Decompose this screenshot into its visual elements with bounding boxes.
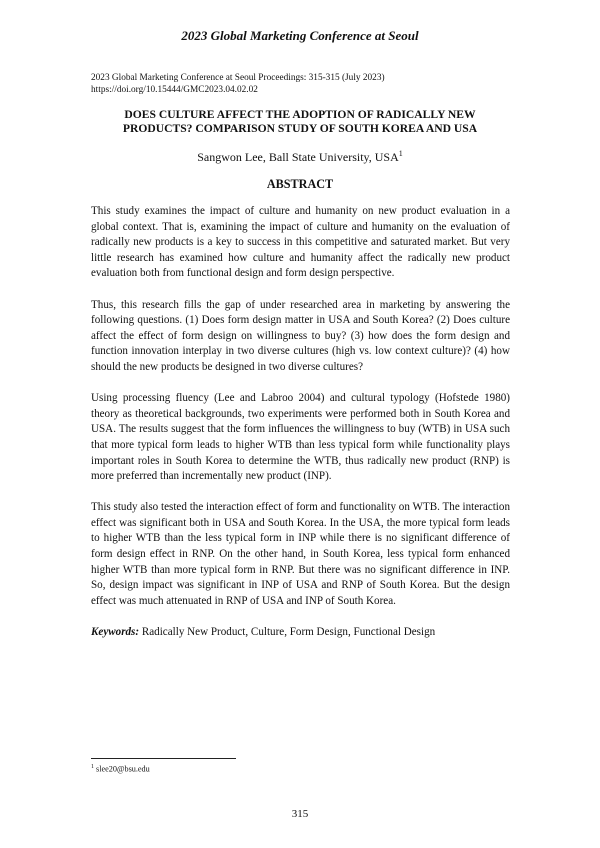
footnote-divider bbox=[91, 758, 236, 759]
proceedings-citation: 2023 Global Marketing Conference at Seoul Proceedings: 315-315 (July 2023) bbox=[91, 73, 385, 83]
footnote bbox=[91, 764, 150, 774]
paper-title bbox=[70, 108, 530, 136]
abstract-paragraph: This study examines the impact of culture and humanity on new product evaluation in a global context. That is, examining the impact of culture and humanity on the evaluation of radically new products is a key to success in this competitive and saturated market. But very little research has examined how culture and humanity affect the radically new product evaluation both from functional design and form design perspective. bbox=[91, 205, 510, 280]
footnote-mark: 1 bbox=[91, 764, 94, 770]
keywords-label: Keywords: bbox=[91, 626, 140, 639]
keywords-text: Radically New Product, Culture, Form Design, Functional Design bbox=[139, 626, 436, 639]
abstract-heading: ABSTRACT bbox=[266, 177, 334, 191]
author-line bbox=[0, 149, 600, 165]
page-number: 315 bbox=[291, 808, 309, 820]
author-text: Sangwon Lee, Ball State University, USA bbox=[197, 150, 399, 164]
abstract-paragraph: Thus, this research fills the gap of under researched area in marketing by answering the following questions. (1) Does form design matter in USA and South Korea? (2) Does culture affect the effect of form design on willingness to buy? (3) how does the form design and function innovation interplay in two diverse cultures (high vs. low context culture)? (4) how should the new products be designed in two diverse cultures? bbox=[91, 298, 510, 373]
keywords bbox=[91, 625, 510, 641]
author-footnote-mark: 1 bbox=[398, 149, 403, 158]
abstract-body bbox=[91, 204, 510, 656]
abstract-paragraph: This study also tested the interaction effect of form and functionality on WTB. The interaction effect was significant both in USA and South Korea. In the USA, the more typical form leads to higher WTB than the less typical form in INP while there is no significant difference of form design effect in RNP. On the other hand, in South Korea, less typical form enhanced higher WTB than more typical form in RNP. But there was no significant difference in INP. So, design impact was significant in INP of USA and RNP of South Korea. But the design effect was much attenuated in RNP of USA and INP of South Korea. bbox=[91, 501, 510, 607]
publication-meta bbox=[91, 73, 385, 96]
abstract-paragraph: Using processing fluency (Lee and Labroo 2004) and cultural typology (Hofstede 1980) theory as theoretical backgrounds, two experiments were performed both in South Korea and USA. The results suggest that the form influences the willingness to buy (WTB) in USA such that more typical form leads to higher WTB than less typical form while functionality plays important roles in South Korea to determine the WTB, thus radically new product (RNP) is more preferred than incrementally new product (INP). bbox=[91, 392, 510, 483]
running-header: 2023 Global Marketing Conference at Seoul bbox=[181, 28, 419, 43]
title-line-2: PRODUCTS? COMPARISON STUDY OF SOUTH KOREA AND USA bbox=[122, 122, 478, 135]
title-line-1: DOES CULTURE AFFECT THE ADOPTION OF RADICALLY NEW bbox=[124, 108, 476, 121]
doi-link[interactable]: https://doi.org/10.15444/GMC2023.04.02.02 bbox=[91, 84, 258, 95]
footnote-email[interactable]: slee20@bsu.edu bbox=[94, 764, 150, 774]
